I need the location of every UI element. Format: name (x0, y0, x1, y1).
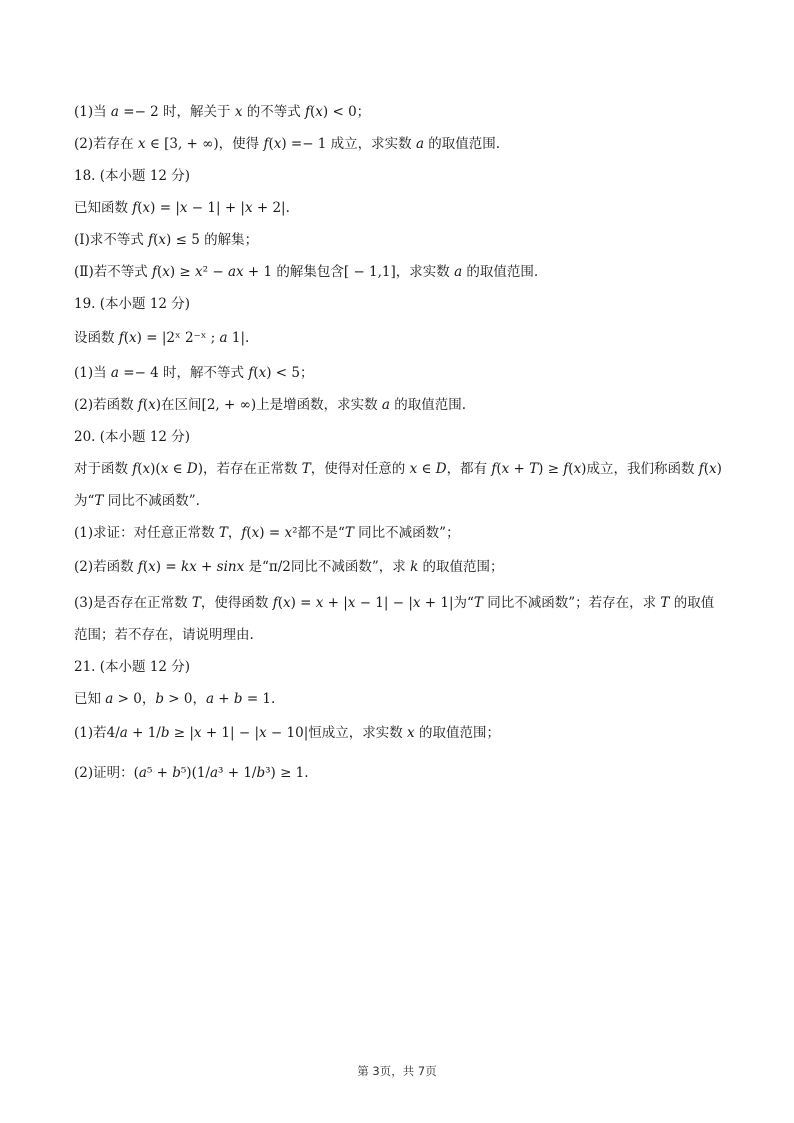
text-line: 为“𝑇 同比不减函数”. (74, 493, 200, 509)
text-line: (1)当 𝑎 =− 2 时，解关于 𝑥 的不等式 𝑓(𝑥) < 0； (74, 104, 371, 120)
text-line: (Ⅱ)若不等式 𝑓(𝑥) ≥ 𝑥² − 𝑎𝑥 + 1 的解集包含[ − 1,1]，求实数 𝑎 的取值范围. (74, 264, 539, 280)
text-line: (1)求证：对任意正常数 𝑇，𝑓(𝑥) = 𝑥²都不是“𝑇 同比不减函数”； (74, 525, 460, 541)
text-line: 已知函数 𝑓(𝑥) = |𝑥 − 1| + |𝑥 + 2|. (74, 200, 290, 216)
text-line: 范围；若不存在，请说明理由. (74, 627, 254, 643)
text-line: (2)若函数 𝑓(𝑥)在区间[2, + ∞)上是增函数，求实数 𝑎 的取值范围. (74, 397, 467, 413)
text-line: 设函数 𝑓(𝑥) = |2ˣ 2⁻ˣ ; 𝑎 1|. (74, 330, 250, 346)
section-heading: 20. (本小题 12 分) (74, 429, 191, 445)
section-heading: 21. (本小题 12 分) (74, 659, 191, 675)
text-line: (1)当 𝑎 =− 4 时，解不等式 𝑓(𝑥) < 5； (74, 365, 314, 381)
text-line: 已知 𝑎 > 0，𝑏 > 0，𝑎 + 𝑏 = 1. (74, 691, 276, 707)
text-line: (Ⅰ)求不等式 𝑓(𝑥) ≤ 5 的解集； (74, 232, 259, 248)
text-line: 对于函数 𝑓(𝑥)(𝑥 ∈ 𝐷)，若存在正常数 𝑇，使得对任意的 𝑥 ∈ 𝐷，都有 𝑓(𝑥 + 𝑇) ≥ 𝑓(𝑥)成立，我们称函数 𝑓(𝑥) (74, 461, 722, 477)
text-line: (2)若函数 𝑓(𝑥) = 𝑘𝑥 + 𝑠𝑖𝑛𝑥 是“π/2同比不减函数”，求 𝑘 的取值范围； (74, 559, 504, 575)
page-footer: 第 3页，共 7页 (357, 1064, 437, 1078)
text-line: (2)证明：(𝑎⁵ + 𝑏⁵)(1/𝑎³ + 1/𝑏³) ≥ 1. (74, 765, 309, 781)
text-line: (2)若存在 𝑥 ∈ [3, + ∞)，使得 𝑓(𝑥) =− 1 成立，求实数 𝑎 的取值范围. (74, 136, 501, 152)
section-heading: 19. (本小题 12 分) (74, 296, 191, 312)
section-heading: 18. (本小题 12 分) (74, 168, 191, 184)
text-line: (1)若4/𝑎 + 1/𝑏 ≥ |𝑥 + 1| − |𝑥 − 10|恒成立，求实数 𝑥 的取值范围； (74, 725, 500, 741)
text-line: (3)是否存在正常数 𝑇，使得函数 𝑓(𝑥) = 𝑥 + |𝑥 − 1| − |𝑥 + 1|为“𝑇 同比不减函数”；若存在，求 𝑇 的取值 (74, 595, 715, 611)
